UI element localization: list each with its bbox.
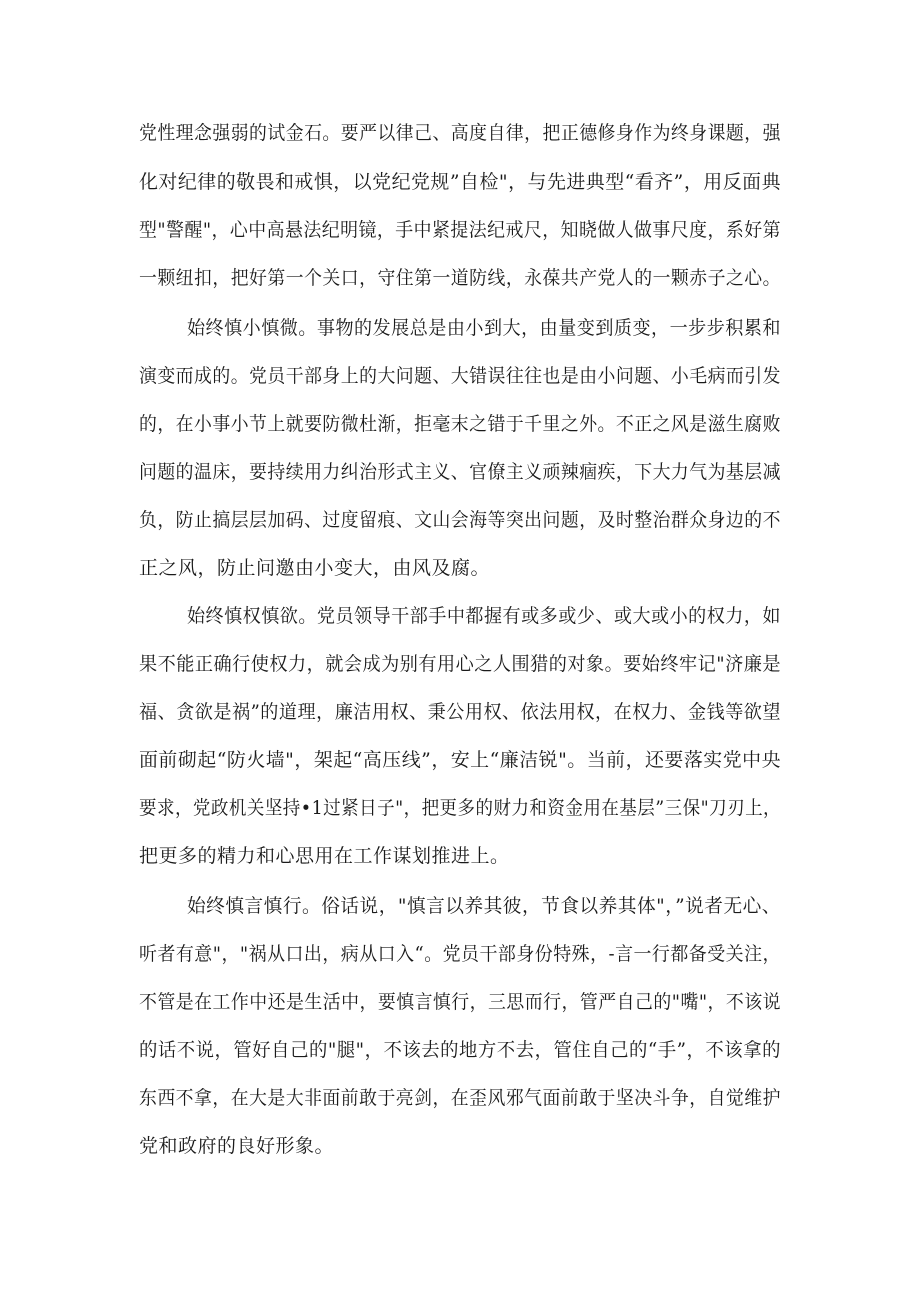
text-line: 负，防止搞层层加码、过度留痕、文山会海等突出问题，及时整治群众身边的不 xyxy=(139,509,781,531)
text-line: 一颗纽扣，把好第一个关口，守住第一道防线，永葆共产党人的一颗赤子之心。 xyxy=(139,267,781,289)
text-line: 始终慎小慎微。事物的发展总是由小到大，由量变到质变，一步步积累和 xyxy=(187,317,782,339)
text-line: 型"警醒"，心中高悬法纪明镜，手中紧提法纪戒尺，知晓做人做事尺度，系好第 xyxy=(139,219,782,241)
text-line: 福、贪欲是祸”的道理，廉洁用权、秉公用权、依法用权，在权力、金钱等欲望 xyxy=(139,701,781,723)
text-line: 正之风，防止问邀由小变大，由风及腐。 xyxy=(139,557,491,579)
text-line: 始终慎权慎欲。党员领导干部手中都握有或多或少、或大或小的权力，如 xyxy=(187,605,782,627)
text-line: 党性理念强弱的试金石。要严以律己、高度自律，把正德修身作为终身课题，强 xyxy=(139,122,781,144)
text-line: 党和政府的良好形象。 xyxy=(139,1135,335,1157)
text-line: 要求，党政机关坚持•1过紧日子"，把更多的财力和资金用在基层”三保"刀刃上， xyxy=(139,797,782,819)
text-line: 果不能正确行使权力，就会成为别有用心之人围猎的对象。要始终牢记"济廉是 xyxy=(139,653,781,675)
text-line: 东西不拿，在大是大非面前敢于亮剑，在歪风邪气面前敢于坚决斗争，自觉维护 xyxy=(139,1087,781,1109)
text-line: 不管是在工作中还是生活中，要慎言慎行，三思而行，管严自己的"嘴"，不该说 xyxy=(139,991,782,1013)
text-line: 的话不说，管好自己的"腿"，不该去的地方不去，管住自己的“手”，不该拿的 xyxy=(139,1039,781,1061)
text-line: 把更多的精力和心思用在工作谋划推进上。 xyxy=(139,845,510,867)
text-line: 面前砌起“防火墙"，架起“高压线”，安上“廉洁锐"。当前，还要落实党中央 xyxy=(139,749,782,771)
text-line: 化对纪律的敬畏和戒惧，以党纪党规”自检"，与先进典型“看齐”，用反面典 xyxy=(139,171,782,193)
text-line: 始终慎言慎行。俗话说，"慎言以养其彼，节食以养其体"，”说者无心、 xyxy=(187,895,781,917)
text-line: 听者有意"，"祸从口出，病从口入“。党员干部身份特殊，-言一行都备受关注， xyxy=(139,943,781,965)
text-line: 演变而成的。党员干部身上的大问题、大错误往往也是由小问题、小毛病而引发 xyxy=(139,365,781,387)
text-line: 问题的温床，要持续用力纠治形式主义、官僚主义顽辣痼疾，下大力气为基层减 xyxy=(139,461,781,483)
text-line: 的，在小事小节上就要防微杜渐，拒毫末之错于千里之外。不正之风是滋生腐败 xyxy=(139,413,781,435)
